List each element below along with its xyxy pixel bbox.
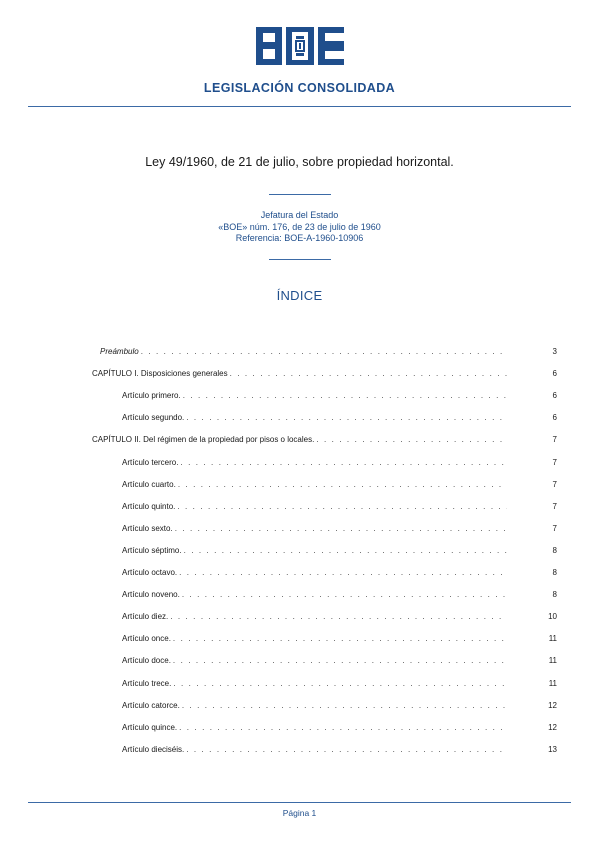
toc-entry-page: 7 bbox=[552, 523, 557, 533]
toc-entry-page: 11 bbox=[548, 678, 557, 688]
title-divider bbox=[269, 194, 331, 195]
toc-entry-page: 6 bbox=[552, 369, 557, 379]
toc-entry-label: CAPÍTULO II. Del régimen de la propiedad por pisos o locales. bbox=[92, 435, 315, 445]
toc-entry-label: Artículo trece. bbox=[122, 678, 172, 688]
toc-entry[interactable] bbox=[122, 391, 557, 405]
toc-leader-dots bbox=[173, 656, 507, 665]
document-publication: «BOE» núm. 176, de 23 de julio de 1960 bbox=[218, 221, 381, 232]
toc-leader-dots bbox=[173, 679, 507, 688]
toc-entry-label: Artículo once. bbox=[122, 634, 171, 644]
boe-logo bbox=[256, 27, 344, 65]
toc-entry-page: 10 bbox=[548, 612, 557, 622]
toc-entry[interactable] bbox=[122, 546, 557, 560]
toc-entry[interactable] bbox=[122, 458, 557, 472]
toc-entry[interactable] bbox=[122, 745, 557, 759]
toc-entry-page: 3 bbox=[552, 347, 557, 356]
toc-leader-dots bbox=[182, 590, 507, 599]
toc-entry-label: Artículo noveno. bbox=[122, 590, 180, 600]
toc-leader-dots bbox=[170, 612, 507, 621]
toc-leader-dots bbox=[179, 723, 507, 732]
header-title: LEGISLACIÓN CONSOLIDADA bbox=[203, 81, 396, 95]
toc-entry-page: 8 bbox=[552, 590, 557, 600]
toc-entry-label: Artículo octavo. bbox=[122, 568, 178, 577]
toc-entry[interactable] bbox=[122, 568, 557, 582]
toc-entry-label: Artículo doce. bbox=[122, 656, 171, 666]
toc-entry[interactable] bbox=[100, 347, 557, 361]
toc-leader-dots bbox=[186, 413, 507, 422]
toc-leader-dots bbox=[182, 701, 507, 710]
boe-logo-icon bbox=[256, 27, 344, 65]
toc-leader-dots bbox=[178, 480, 507, 489]
toc-entry[interactable] bbox=[122, 413, 557, 427]
toc-entry[interactable] bbox=[122, 634, 557, 648]
toc-entry[interactable] bbox=[122, 723, 557, 737]
toc-entry-page: 12 bbox=[548, 700, 557, 710]
toc-entry[interactable] bbox=[92, 435, 557, 449]
toc-entry-page: 6 bbox=[552, 391, 557, 401]
toc-leader-dots bbox=[175, 524, 507, 533]
document-title: Ley 49/1960, de 21 de julio, sobre propiedad horizontal. bbox=[145, 155, 454, 169]
toc-entry-page: 7 bbox=[552, 479, 557, 489]
toc-leader-dots bbox=[180, 458, 507, 467]
toc-leader-dots bbox=[183, 391, 507, 400]
toc-entry-label: Artículo quinto. bbox=[122, 501, 176, 511]
toc-entry[interactable] bbox=[122, 612, 557, 626]
header-divider bbox=[28, 106, 571, 107]
toc-leader-dots bbox=[186, 745, 507, 754]
toc-leader-dots bbox=[316, 435, 507, 444]
toc-leader-dots bbox=[173, 634, 507, 643]
document-metadata bbox=[0, 210, 599, 245]
toc-entry[interactable] bbox=[122, 502, 557, 516]
toc-entry[interactable] bbox=[122, 480, 557, 494]
toc-entry[interactable] bbox=[122, 656, 557, 670]
toc-leader-dots bbox=[184, 546, 507, 555]
toc-entry-label: Artículo diez. bbox=[122, 612, 169, 622]
metadata-divider bbox=[269, 259, 331, 260]
toc-entry-page: 7 bbox=[552, 501, 557, 511]
page-number: Página 1 bbox=[282, 808, 317, 818]
toc-entry-label: Artículo quince. bbox=[122, 722, 178, 732]
toc-leader-dots bbox=[179, 568, 507, 577]
toc-entry-label: Artículo catorce. bbox=[122, 700, 180, 710]
index-title: ÍNDICE bbox=[276, 288, 323, 303]
toc-entry-label: Artículo tercero. bbox=[122, 457, 179, 467]
toc-leader-dots bbox=[230, 369, 507, 378]
toc-entry-label: Artículo sexto. bbox=[122, 523, 173, 533]
toc-entry-label: Artículo primero. bbox=[122, 391, 181, 401]
toc-entry-page: 6 bbox=[552, 413, 557, 423]
toc-entry-page: 11 bbox=[548, 656, 557, 666]
toc-entry-label: CAPÍTULO I. Disposiciones generales bbox=[92, 369, 228, 379]
toc-entry-page: 7 bbox=[552, 435, 557, 445]
toc-entry[interactable] bbox=[122, 679, 557, 693]
toc-entry[interactable] bbox=[122, 701, 557, 715]
toc-entry-page: 11 bbox=[548, 634, 557, 644]
toc-entry-page: 12 bbox=[548, 722, 557, 732]
toc-entry-label: Artículo cuarto. bbox=[122, 479, 176, 489]
toc-leader-dots bbox=[177, 502, 507, 511]
toc-entry-page: 8 bbox=[552, 545, 557, 555]
toc-entry[interactable] bbox=[122, 590, 557, 604]
toc-entry[interactable] bbox=[92, 369, 557, 383]
toc-entry[interactable] bbox=[122, 524, 557, 538]
toc-entry-page: 13 bbox=[548, 744, 557, 754]
toc-entry-label: Artículo segundo. bbox=[122, 413, 185, 423]
toc-entry-label: Artículo séptimo. bbox=[122, 545, 182, 555]
document-reference: Referencia: BOE-A-1960-10906 bbox=[235, 233, 364, 243]
toc-entry-label: Artículo dieciséis. bbox=[122, 744, 185, 754]
toc-leader-dots bbox=[141, 347, 507, 356]
document-issuer: Jefatura del Estado bbox=[260, 210, 339, 220]
toc-entry-page: 8 bbox=[552, 568, 557, 577]
footer-divider bbox=[28, 802, 571, 803]
toc-entry-page: 7 bbox=[552, 457, 557, 467]
toc-entry-label: Preámbulo bbox=[100, 347, 139, 356]
